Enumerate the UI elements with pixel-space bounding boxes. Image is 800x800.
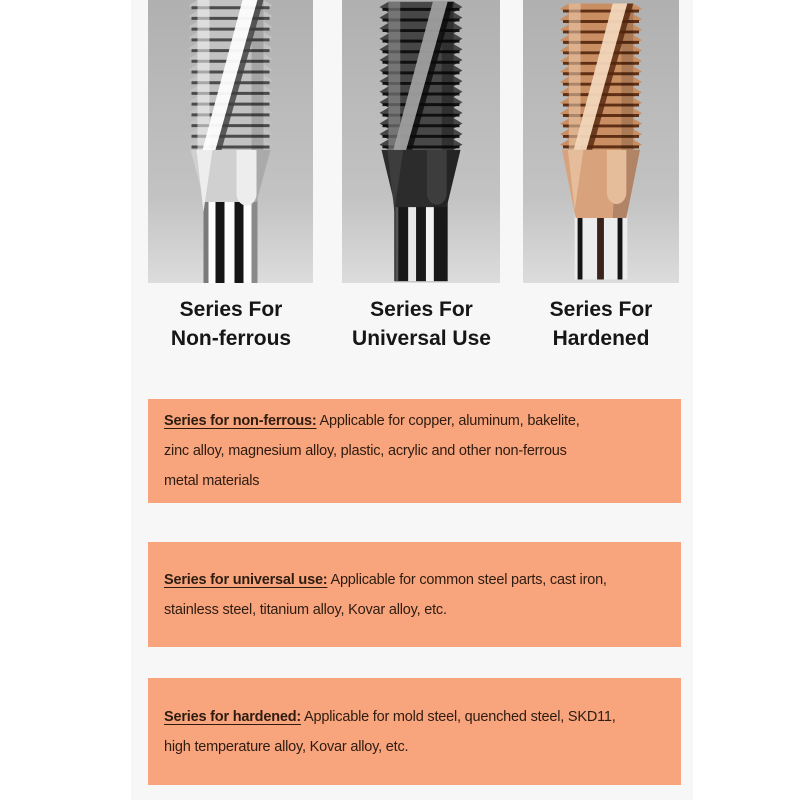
series-label-hardened <box>513 295 689 353</box>
series-label-non-ferrous <box>131 295 331 353</box>
info-box-universal <box>148 542 681 647</box>
info-box-text: Applicable for mold steel, quenched steel, SKD11, <box>304 708 616 725</box>
info-box-first-line <box>164 565 665 595</box>
info-box-title: Series for non-ferrous: <box>164 413 317 429</box>
thread-mill-bronze-image <box>523 0 679 283</box>
info-box-text: zinc alloy, magnesium alloy, plastic, acrylic and other non-ferrous <box>164 443 567 459</box>
thread-mill-dark-image <box>342 0 500 283</box>
series-label-line1: Series For <box>549 298 653 321</box>
info-box-first-line <box>164 702 665 732</box>
tool-photo-panel-hardened <box>523 0 679 283</box>
thread-mill-silver-image <box>148 0 313 283</box>
info-box-text: high temperature alloy, Kovar alloy, etc. <box>164 738 409 755</box>
tool-photo-panel-universal <box>342 0 500 283</box>
info-box-hardened <box>148 678 681 785</box>
content-column <box>131 0 693 800</box>
info-box-text: metal materials <box>164 473 260 489</box>
info-box-text: Applicable for common steel parts, cast iron, <box>330 571 607 588</box>
info-box-title: Series for hardened: <box>164 708 302 725</box>
series-label-line1: Series For <box>370 298 473 321</box>
info-box-non-ferrous <box>148 399 681 503</box>
series-label-line2: Hardened <box>552 327 650 350</box>
info-box-text: Applicable for copper, aluminum, bakelite, <box>319 413 580 429</box>
series-label-line1: Series For <box>179 298 283 321</box>
series-label-line2: Non-ferrous <box>170 327 292 350</box>
info-box-text: stainless steel, titanium alloy, Kovar alloy, etc. <box>164 601 447 618</box>
info-box-first-line <box>164 406 665 436</box>
info-box-title: Series for universal use: <box>164 571 328 588</box>
series-label-line2: Universal Use <box>352 327 491 350</box>
series-label-universal <box>324 295 519 353</box>
tool-photo-panel-non-ferrous <box>148 0 313 283</box>
